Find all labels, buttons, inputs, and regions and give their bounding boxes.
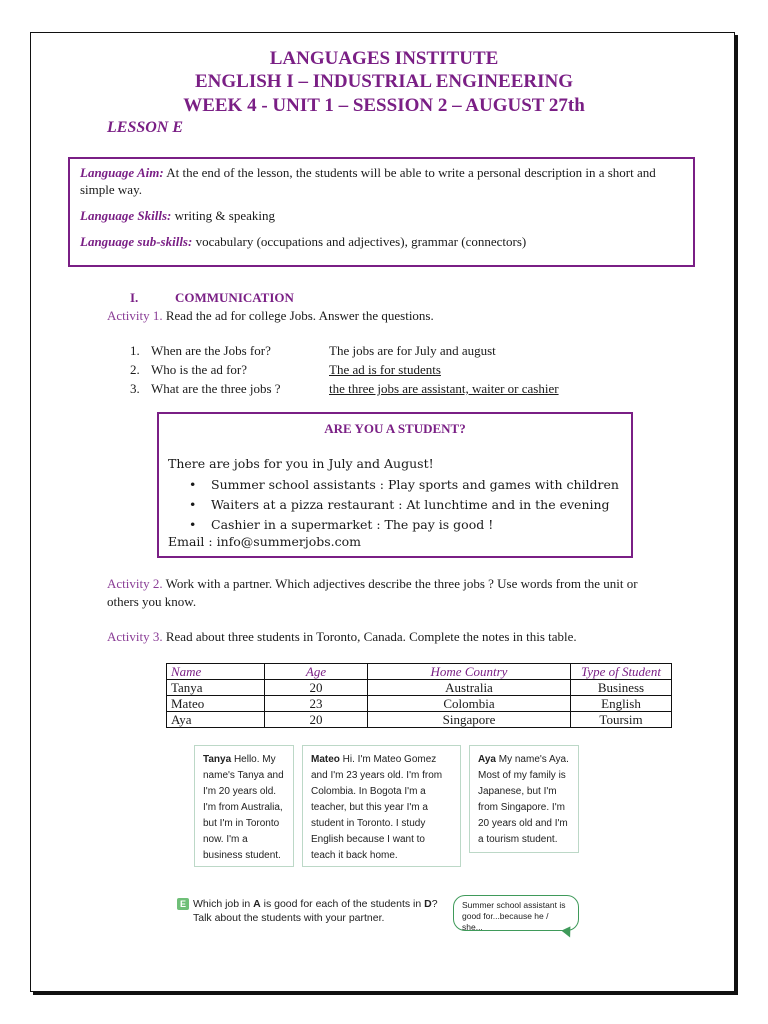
session-title: WEEK 4 - UNIT 1 – SESSION 2 – AUGUST 27th (183, 95, 585, 116)
language-skills: Language Skills: writing & speaking (80, 208, 276, 223)
question-row: 3. What are the three jobs ? the three jobs are assistant, waiter or cashier (130, 381, 559, 396)
table-header-row: Name Age Home Country Type of Student (167, 664, 672, 680)
speech-bubble: Summer school assistant is good for...because he / she... (453, 895, 579, 931)
job-ad-box (157, 412, 633, 558)
language-aim: Language Aim: At the end of the lesson, the students will be able to write a personal description in a short and simple way. (80, 165, 656, 197)
list-item: • Cashier in a supermarket : The pay is good ! (189, 515, 619, 535)
ad-email: Email : info@summerjobs.com (168, 534, 361, 549)
lesson-label: LESSON E (107, 119, 184, 136)
question-row: 1. When are the Jobs for? The jobs are for July and august (130, 343, 496, 358)
activity-2-instructions: Activity 2. Work with a partner. Which adjectives describe the three jobs ? Use words from the unit or others you know. (107, 576, 638, 609)
table-row: Aya 20 Singapore Toursim (167, 712, 672, 728)
student-card-mateo: Mateo Hi. I'm Mateo Gomez and I'm 23 years old. I'm from Colombia. In Bogota I'm a teacher, but this year I'm a student in Toronto. I study English because I want to teach it back home. (302, 745, 461, 867)
course-title: ENGLISH I – INDUSTRIAL ENGINEERING (195, 71, 573, 92)
question-row: 2. Who is the ad for? The ad is for students (130, 362, 441, 377)
language-subskills: Language sub-skills: vocabulary (occupations and adjectives), grammar (connectors) (80, 234, 527, 249)
ad-title: ARE YOU A STUDENT? (324, 421, 466, 436)
list-item: • Waiters at a pizza restaurant : At lunchtime and in the evening (189, 495, 619, 515)
table-row: Mateo 23 Colombia English (167, 696, 672, 712)
task-e-instructions: E Which job in A is good for each of the students in D? Talk about the students with your partner. (177, 897, 438, 925)
institute-title: LANGUAGES INSTITUTE (269, 48, 499, 69)
list-item: • Summer school assistants : Play sports and games with children (189, 475, 619, 495)
activity-1-instructions: Activity 1. Read the ad for college Jobs. Answer the questions. (107, 308, 434, 323)
ad-intro: There are jobs for you in July and August! (168, 456, 434, 471)
activity-3-instructions: Activity 3. Read about three students in Toronto, Canada. Complete the notes in this table. (107, 629, 577, 644)
table-row: Tanya 20 Australia Business (167, 680, 672, 696)
student-notes-table (166, 663, 672, 728)
ad-job-list (189, 475, 619, 535)
section-heading: I. COMMUNICATION (130, 290, 294, 305)
task-e-badge: E (177, 898, 189, 910)
language-aims-box (68, 157, 695, 267)
student-card-tanya: Tanya Hello. My name's Tanya and I'm 20 years old. I'm from Australia, but I'm in Toronto now. I'm a business student. (194, 745, 294, 867)
student-card-aya: Aya My name's Aya. Most of my family is Japanese, but I'm from Singapore. I'm 20 years old and I'm a tourism student. (469, 745, 579, 853)
